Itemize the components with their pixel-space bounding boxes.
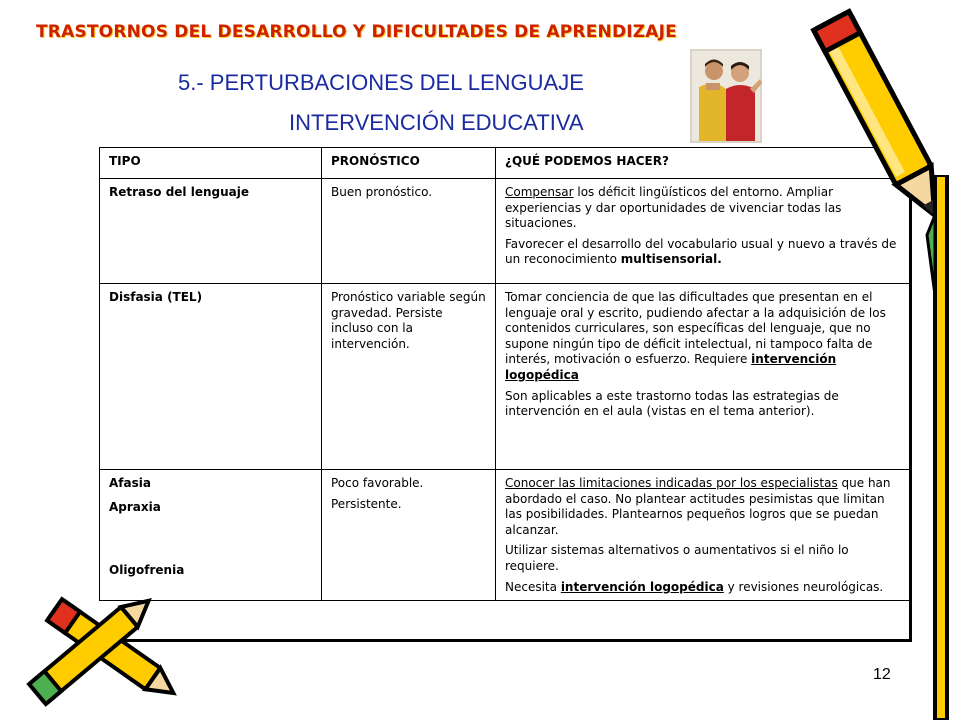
header-que-podemos-hacer: ¿QUÉ PODEMOS HACER? bbox=[496, 148, 912, 179]
section-subtitle: INTERVENCIÓN EDUCATIVA bbox=[289, 110, 584, 135]
pencil-edge-icon bbox=[905, 175, 960, 720]
page-number: 12 bbox=[873, 666, 891, 683]
cell-pronostico-afasia bbox=[322, 470, 496, 601]
children-photo bbox=[690, 49, 762, 143]
text-oligofrenia: Oligofrenia bbox=[109, 563, 185, 578]
text-apraxia: Apraxia bbox=[109, 499, 161, 514]
text-retraso-p1: los déficit lingüísticos del entorno. Ampliar experiencias y dar oportunidades de vivenciar todas las situaciones. bbox=[505, 185, 842, 231]
text-logopedica: logopédica bbox=[505, 367, 579, 382]
cell-pronostico-disfasia: Pronóstico variable según gravedad. Persiste incluso con la intervención. bbox=[322, 284, 496, 470]
cell-acciones-afasia bbox=[496, 470, 912, 601]
text-compensar: Compensar bbox=[505, 185, 574, 199]
text-necesita: Necesita bbox=[505, 579, 561, 594]
text-revisiones: y revisiones neurológicas. bbox=[723, 579, 884, 594]
table-row bbox=[100, 284, 912, 470]
presentation-title: TRASTORNOS DEL DESARROLLO Y DIFICULTADES DE APRENDIZAJE bbox=[36, 22, 677, 42]
text-afasia-p2: Utilizar sistemas alternativos o aumentativos si el niño lo requiere. bbox=[505, 543, 849, 573]
section-title: 5.- PERTURBACIONES DEL LENGUAJE bbox=[178, 70, 584, 95]
text-conocer-limitaciones: Conocer las limitaciones indicadas por los especialistas bbox=[505, 476, 838, 490]
text-persistente: Persistente. bbox=[331, 496, 402, 511]
header-tipo: TIPO bbox=[100, 148, 322, 179]
pencils-icon bbox=[0, 575, 185, 720]
cell-tipo-retraso: Retraso del lenguaje bbox=[100, 179, 322, 284]
text-intervencion: intervención bbox=[751, 352, 837, 367]
text-disfasia-p1: Tomar conciencia de que las dificultades que presentan en el lenguaje oral y escrito, pudiendo afectar a la adquisición de los contenidos curriculares, son específicas del lenguaje, que no supone ningún tipo de déficit intelectual, ni tampoco falta de interés, motivación o esfuerzo. Requiere bbox=[505, 290, 886, 367]
text-multisensorial: multisensorial. bbox=[620, 252, 722, 267]
header-pronostico: PRONÓSTICO bbox=[322, 148, 496, 179]
text-poco-favorable: Poco favorable. bbox=[331, 476, 424, 490]
cell-tipo-disfasia: Disfasia (TEL) bbox=[100, 284, 322, 470]
language-disorders-table bbox=[99, 147, 912, 601]
text-intervencion-logopedica: intervención logopédica bbox=[560, 579, 724, 594]
table-header-row bbox=[100, 148, 912, 179]
cell-pronostico-retraso: Buen pronóstico. bbox=[322, 179, 496, 284]
table-row bbox=[100, 179, 912, 284]
table-row bbox=[100, 470, 912, 601]
cell-acciones-disfasia bbox=[496, 284, 912, 470]
text-afasia-p1: que han abordado el caso. No plantear actitudes pesimistas que limitan las posibilidades. Plantearnos pequeños logros que se puedan alcanzar. bbox=[505, 476, 891, 537]
text-retraso-p2: Favorecer el desarrollo del vocabulario usual y nuevo a través de un reconocimiento bbox=[505, 236, 897, 267]
text-afasia: Afasia bbox=[109, 476, 151, 490]
text-disfasia-p2: Son aplicables a este trastorno todas las estrategias de intervención en el aula (vistas en el tema anterior). bbox=[505, 388, 839, 419]
